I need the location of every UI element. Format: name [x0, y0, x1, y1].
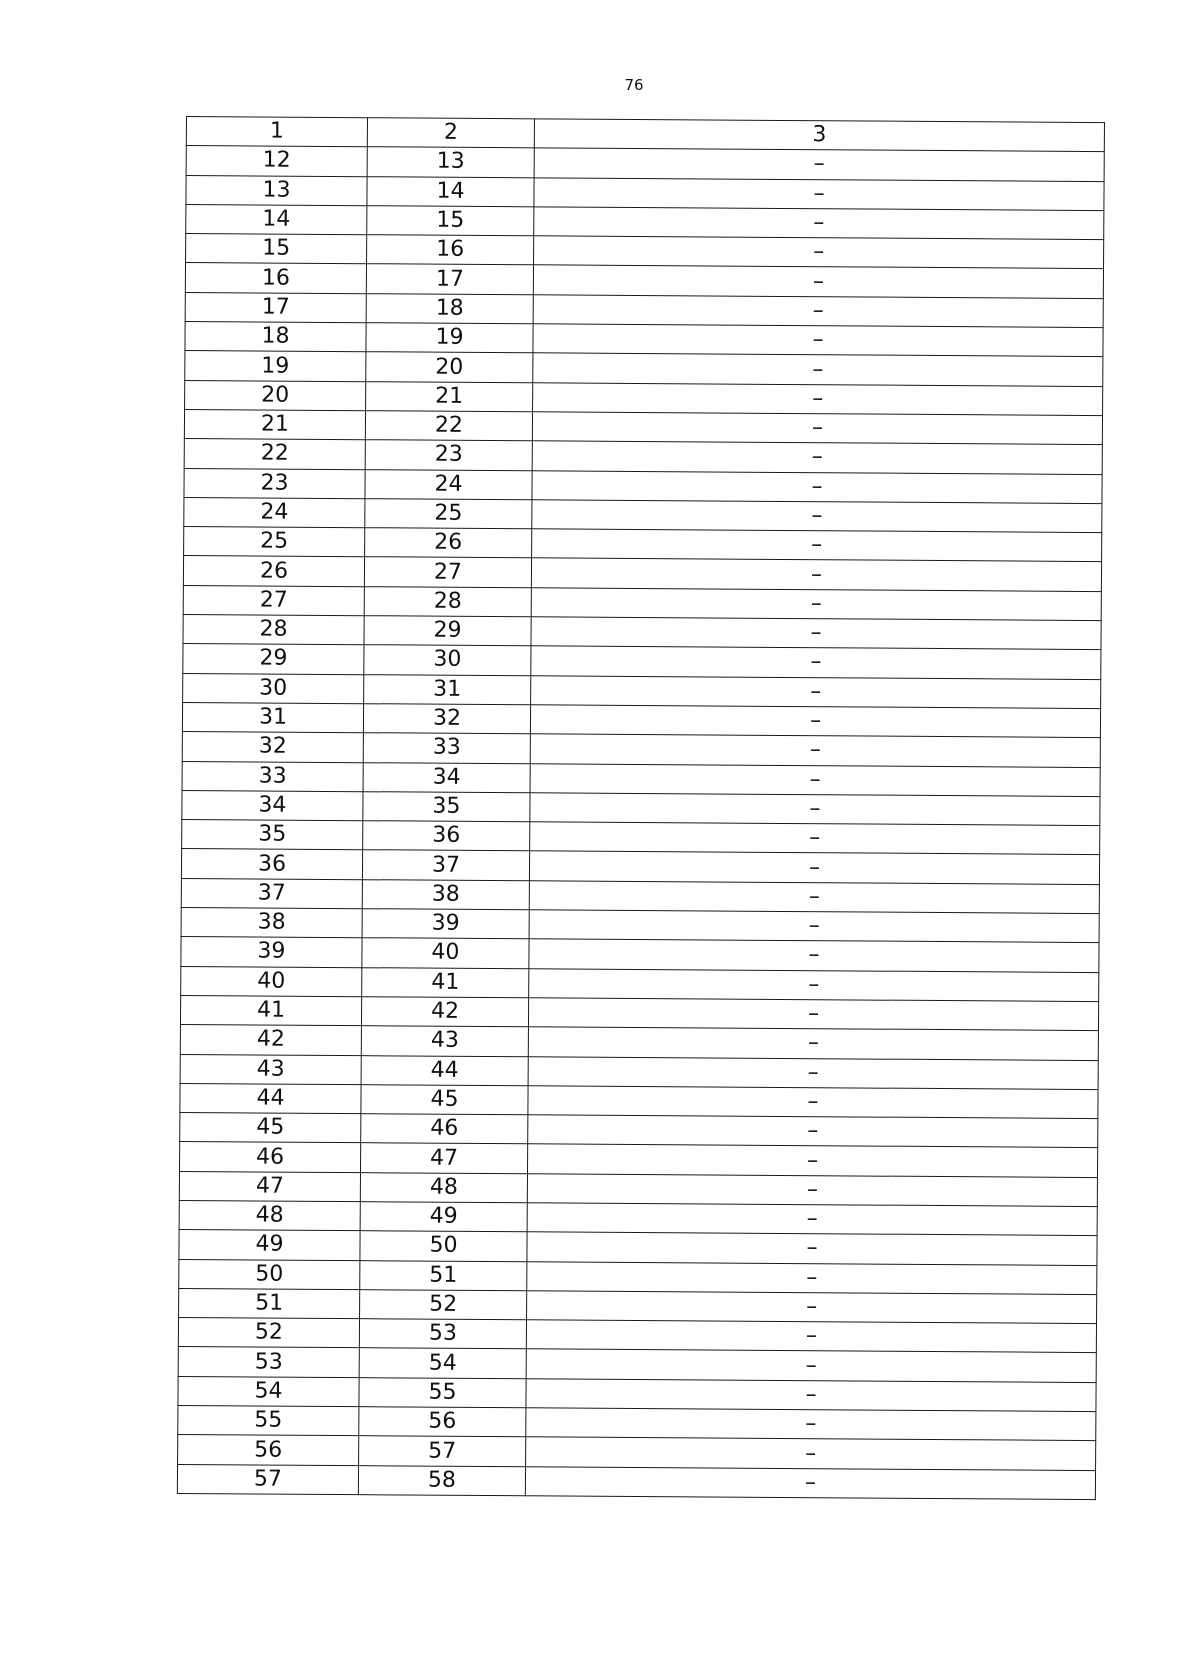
- table-cell-col-1: 45: [180, 1113, 361, 1143]
- table-cell-col-2: 51: [360, 1260, 527, 1290]
- table-cell-col-2: 15: [367, 206, 534, 236]
- table-cell-col-1: 46: [180, 1142, 361, 1172]
- table-cell-col-3: –: [531, 588, 1101, 621]
- table-cell-col-2: 14: [367, 176, 534, 206]
- table-cell-col-3: –: [526, 1379, 1096, 1412]
- table-cell-col-2: 20: [366, 352, 533, 382]
- table-cell-col-1: 51: [179, 1288, 360, 1318]
- table-cell-col-2: 24: [365, 469, 532, 499]
- table-cell-col-3: –: [534, 236, 1104, 269]
- table-cell-col-3: –: [533, 382, 1103, 415]
- table-cell-col-1: 39: [181, 937, 362, 967]
- table-cell-col-3: –: [532, 441, 1102, 474]
- table-cell-col-3: –: [525, 1466, 1095, 1499]
- table-cell-col-3: –: [531, 558, 1101, 591]
- table-cell-col-1: 49: [179, 1230, 360, 1260]
- table-cell-col-1: 53: [178, 1347, 359, 1377]
- table-cell-col-2: 37: [362, 850, 529, 880]
- table-cell-col-2: 33: [363, 733, 530, 763]
- table-cell-col-3: –: [532, 470, 1102, 503]
- data-table: [177, 116, 1105, 1500]
- table-cell-col-3: –: [533, 265, 1103, 298]
- table-cell-col-3: –: [530, 822, 1100, 855]
- table-cell-col-3: –: [531, 646, 1101, 679]
- table-cell-col-2: 23: [365, 440, 532, 470]
- table-cell-col-1: 36: [181, 849, 362, 879]
- table-cell-col-3: –: [528, 1056, 1098, 1089]
- table-cell-col-1: 12: [186, 146, 367, 176]
- table-cell-col-3: –: [527, 1232, 1097, 1265]
- table-cell-col-2: 46: [361, 1114, 528, 1144]
- table-cell-col-1: 29: [183, 644, 364, 674]
- table-cell-col-1: 54: [178, 1376, 359, 1406]
- table-cell-col-2: 13: [367, 147, 534, 177]
- table-cell-col-2: 52: [360, 1290, 527, 1320]
- table-cell-col-1: 33: [182, 761, 363, 791]
- table-cell-col-1: 31: [182, 702, 363, 732]
- table-cell-col-3: –: [530, 705, 1100, 738]
- table-cell-col-3: –: [531, 675, 1101, 708]
- table-cell-col-3: –: [528, 1115, 1098, 1148]
- table-cell-col-2: 30: [364, 645, 531, 675]
- table-cell-col-2: 41: [362, 967, 529, 997]
- table-cell-col-1: 42: [180, 1025, 361, 1055]
- table-cell-col-3: –: [533, 295, 1103, 328]
- table-cell-col-1: 14: [186, 204, 367, 234]
- column-header-1: 1: [186, 117, 367, 147]
- table-cell-col-1: 30: [183, 673, 364, 703]
- table-cell-col-2: 55: [359, 1377, 526, 1407]
- table-cell-col-3: –: [529, 851, 1099, 884]
- table-cell-col-3: –: [529, 939, 1099, 972]
- table-cell-col-2: 48: [360, 1172, 527, 1202]
- table-cell-col-2: 50: [360, 1231, 527, 1261]
- table-cell-col-1: 19: [185, 351, 366, 381]
- table-cell-col-1: 13: [186, 175, 367, 205]
- table-cell-col-2: 36: [363, 821, 530, 851]
- table-cell-col-2: 27: [364, 557, 531, 587]
- table-cell-col-2: 39: [362, 909, 529, 939]
- table-container: [177, 116, 1104, 1500]
- table-cell-col-1: 34: [182, 790, 363, 820]
- table-cell-col-1: 20: [185, 380, 366, 410]
- table-cell-col-3: –: [529, 968, 1099, 1001]
- table-cell-col-3: –: [530, 734, 1100, 767]
- table-cell-col-3: –: [533, 353, 1103, 386]
- table-cell-col-1: 15: [186, 234, 367, 264]
- table-cell-col-1: 40: [181, 966, 362, 996]
- table-cell-col-2: 45: [361, 1084, 528, 1114]
- table-cell-col-3: –: [534, 148, 1104, 181]
- table-cell-col-1: 44: [180, 1083, 361, 1113]
- table-cell-col-2: 42: [361, 997, 528, 1027]
- table-cell-col-2: 19: [366, 323, 533, 353]
- table-cell-col-1: 18: [185, 322, 366, 352]
- table-cell-col-1: 25: [184, 527, 365, 557]
- table-cell-col-2: 47: [360, 1143, 527, 1173]
- table-cell-col-2: 57: [359, 1436, 526, 1466]
- table-cell-col-3: –: [532, 412, 1102, 445]
- table-cell-col-1: 48: [179, 1200, 360, 1230]
- table-cell-col-3: –: [529, 881, 1099, 914]
- page-number: 76: [624, 76, 644, 94]
- table-cell-col-1: 37: [181, 878, 362, 908]
- table-cell-col-1: 28: [183, 615, 364, 645]
- column-header-3: 3: [534, 119, 1104, 152]
- table-cell-col-1: 27: [183, 585, 364, 615]
- table-cell-col-2: 44: [361, 1055, 528, 1085]
- table-cell-col-3: –: [529, 910, 1099, 943]
- table-cell-col-2: 18: [366, 293, 533, 323]
- table-cell-col-2: 35: [363, 792, 530, 822]
- table-cell-col-3: –: [532, 529, 1102, 562]
- table-cell-col-1: 50: [179, 1259, 360, 1289]
- table-cell-col-3: –: [526, 1408, 1096, 1441]
- table-cell-col-3: –: [527, 1261, 1097, 1294]
- table-cell-col-2: 28: [364, 586, 531, 616]
- table-cell-col-2: 17: [366, 264, 533, 294]
- table-row: [177, 1464, 1095, 1499]
- table-cell-col-3: –: [528, 1027, 1098, 1060]
- table-cell-col-2: 34: [363, 762, 530, 792]
- table-cell-col-3: –: [526, 1349, 1096, 1382]
- table-cell-col-2: 38: [362, 879, 529, 909]
- table-cell-col-1: 24: [184, 497, 365, 527]
- table-cell-col-1: 56: [178, 1435, 359, 1465]
- table-cell-col-3: –: [530, 763, 1100, 796]
- table-cell-col-2: 26: [365, 528, 532, 558]
- table-cell-col-3: –: [526, 1320, 1096, 1353]
- table-cell-col-2: 16: [367, 235, 534, 265]
- table-cell-col-3: –: [532, 500, 1102, 533]
- table-cell-col-3: –: [527, 1203, 1097, 1236]
- table-cell-col-3: –: [527, 1291, 1097, 1324]
- table-cell-col-1: 23: [184, 468, 365, 498]
- table-cell-col-1: 35: [182, 820, 363, 850]
- table-cell-col-2: 43: [361, 1026, 528, 1056]
- table-cell-col-3: –: [526, 1437, 1096, 1470]
- table-cell-col-2: 40: [362, 938, 529, 968]
- table-cell-col-2: 54: [359, 1348, 526, 1378]
- table-cell-col-3: –: [527, 1173, 1097, 1206]
- table-cell-col-2: 56: [359, 1407, 526, 1437]
- table-cell-col-2: 31: [364, 674, 531, 704]
- table-cell-col-1: 21: [184, 409, 365, 439]
- table-cell-col-3: –: [533, 324, 1103, 357]
- table-cell-col-2: 22: [365, 411, 532, 441]
- table-cell-col-3: –: [528, 998, 1098, 1031]
- table-body: [177, 117, 1104, 1500]
- table-cell-col-1: 41: [180, 995, 361, 1025]
- table-cell-col-3: –: [528, 1086, 1098, 1119]
- table-cell-col-1: 17: [185, 292, 366, 322]
- table-cell-col-3: –: [527, 1144, 1097, 1177]
- table-cell-col-3: –: [530, 793, 1100, 826]
- table-cell-col-2: 53: [359, 1319, 526, 1349]
- table-cell-col-1: 57: [177, 1464, 358, 1494]
- table-cell-col-3: –: [534, 177, 1104, 210]
- table-cell-col-2: 29: [364, 616, 531, 646]
- table-cell-col-2: 21: [366, 381, 533, 411]
- table-cell-col-1: 55: [178, 1406, 359, 1436]
- table-cell-col-1: 43: [180, 1054, 361, 1084]
- table-cell-col-1: 52: [178, 1318, 359, 1348]
- table-cell-col-1: 26: [183, 556, 364, 586]
- table-cell-col-3: –: [531, 617, 1101, 650]
- table-cell-col-1: 38: [181, 908, 362, 938]
- table-cell-col-2: 58: [358, 1465, 525, 1495]
- column-header-2: 2: [367, 118, 534, 148]
- table-cell-col-1: 32: [182, 732, 363, 762]
- table-cell-col-1: 16: [185, 263, 366, 293]
- table-cell-col-2: 32: [363, 704, 530, 734]
- table-cell-col-1: 47: [179, 1171, 360, 1201]
- table-cell-col-3: –: [534, 207, 1104, 240]
- table-cell-col-1: 22: [184, 439, 365, 469]
- table-cell-col-2: 25: [365, 499, 532, 529]
- table-cell-col-2: 49: [360, 1202, 527, 1232]
